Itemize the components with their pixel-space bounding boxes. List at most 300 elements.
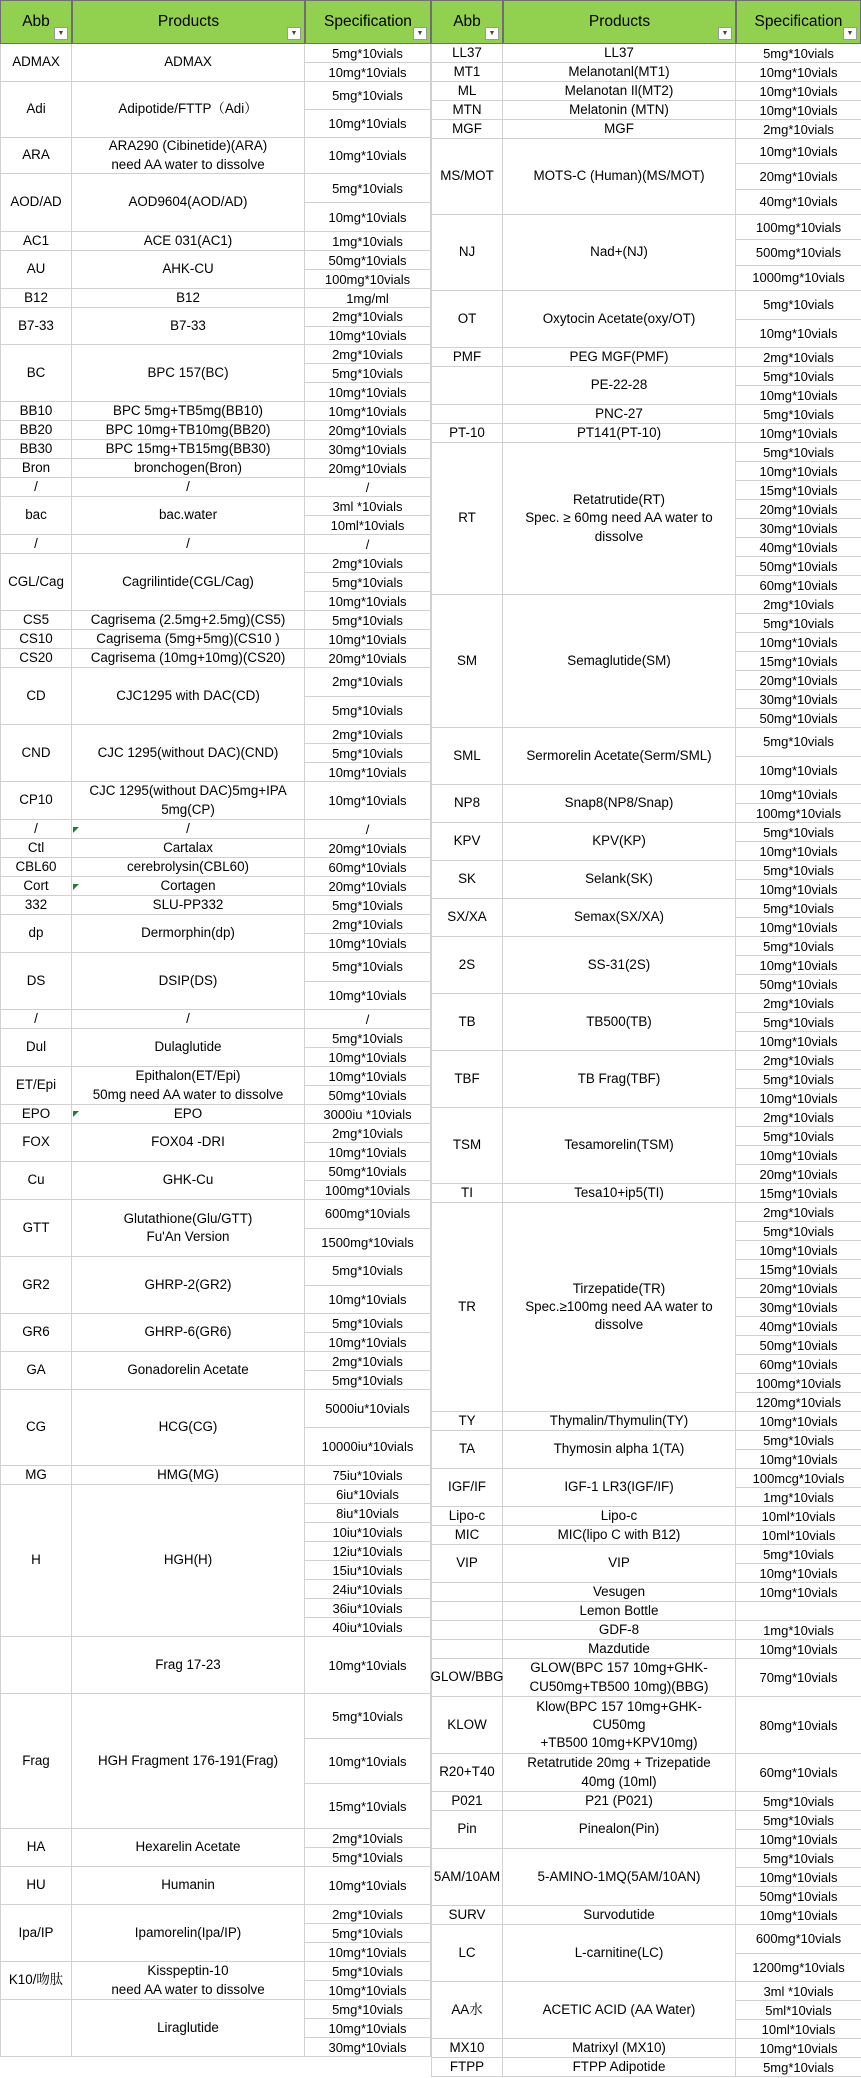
product-cell[interactable]: Oxytocin Acetate(oxy/OT) [503, 291, 736, 347]
abb-cell[interactable]: MIC [431, 1526, 503, 1544]
specification-value[interactable]: 2mg*10vials [305, 1352, 430, 1371]
abb-cell[interactable]: ADMAX [0, 44, 72, 81]
abb-cell[interactable]: MT1 [431, 63, 503, 81]
product-cell[interactable]: Liraglutide [72, 2000, 305, 2056]
product-cell[interactable]: VIP [503, 1545, 736, 1582]
specification-value[interactable]: 1mg*10vials [332, 233, 403, 249]
product-cell[interactable]: AOD9604(AOD/AD) [72, 174, 305, 231]
specification-value[interactable]: 10mg*10vials [759, 1033, 838, 1049]
abb-cell[interactable]: GR2 [0, 1257, 72, 1313]
specification-value[interactable]: 15iu*10vials [305, 1561, 430, 1580]
specification-value[interactable]: 10mg*10vials [736, 462, 861, 481]
specification-value[interactable]: 10mg*10vials [759, 102, 838, 118]
specification-value[interactable]: 5mg*10vials [736, 861, 861, 880]
specification-value[interactable]: 10mg*10vials [328, 1144, 407, 1160]
abb-cell[interactable]: AOD/AD [0, 174, 72, 231]
specification-value[interactable]: 10mg*10vials [328, 64, 407, 80]
specification-value[interactable]: 10mg*10vials [759, 387, 838, 403]
specification-value[interactable]: 3ml *10vials [736, 1982, 861, 2001]
abb-cell[interactable] [431, 1621, 503, 1639]
product-cell[interactable]: Matrixyl (MX10) [503, 2039, 736, 2057]
product-cell[interactable]: Epithalon(ET/Epi) 50mg need AA water to dissolve [72, 1067, 305, 1104]
specification-value[interactable]: 5mg*10vials [305, 2000, 430, 2019]
abb-cell[interactable]: TA [431, 1431, 503, 1468]
product-cell[interactable]: Adipotide/FTTP（Adi） [72, 82, 305, 137]
abb-cell[interactable]: Frag [0, 1694, 72, 1828]
specification-value[interactable]: 10mg*10vials [328, 1878, 407, 1893]
specification-value[interactable]: 20mg*10vials [736, 1279, 861, 1298]
specification-value[interactable]: 2mg*10vials [305, 554, 430, 573]
specification-value[interactable]: 20mg*10vials [736, 500, 861, 519]
specification-value[interactable]: 10mg*10vials [328, 1334, 407, 1350]
product-cell[interactable]: Kisspeptin-10 need AA water to dissolve [72, 1962, 305, 1999]
specification-value[interactable]: 5mg*10vials [305, 1924, 430, 1943]
specification-value[interactable]: 5mg*10vials [305, 1029, 430, 1048]
specification-value[interactable]: 10mg*10vials [736, 1146, 861, 1165]
product-cell[interactable]: / [72, 535, 305, 553]
specification-value[interactable]: 80mg*10vials [759, 1717, 838, 1733]
abb-cell[interactable]: PT-10 [431, 424, 503, 442]
specification-value[interactable]: 2mg*10vials [736, 1203, 861, 1222]
product-cell[interactable]: Selank(SK) [503, 861, 736, 898]
abb-cell[interactable]: MTN [431, 101, 503, 119]
specification-value[interactable]: 5mg*10vials [736, 1070, 861, 1089]
filter-dropdown-icon[interactable]: ▼ [843, 27, 857, 40]
product-cell[interactable]: PEG MGF(PMF) [503, 348, 736, 366]
specification-value[interactable]: 40mg*10vials [736, 538, 861, 557]
specification-value[interactable]: 5mg*10vials [736, 367, 861, 386]
specification-value[interactable]: 5mg*10vials [305, 44, 430, 63]
abb-cell[interactable]: BB10 [0, 402, 72, 420]
abb-cell[interactable]: / [0, 478, 72, 496]
product-cell[interactable]: Pinealon(Pin) [503, 1811, 736, 1848]
product-cell[interactable]: Snap8(NP8/Snap) [503, 785, 736, 822]
product-cell[interactable]: FOX04 -DRI [72, 1124, 305, 1161]
specification-value[interactable]: 50mg*10vials [736, 557, 861, 576]
specification-value[interactable]: 5mg*10vials [305, 364, 430, 383]
abb-cell[interactable]: bac [0, 497, 72, 534]
header-specification[interactable]: Specification ▼ [305, 0, 431, 44]
abb-cell[interactable]: VIP [431, 1545, 503, 1582]
specification-value[interactable]: 40mg*10vials [759, 194, 838, 210]
abb-cell[interactable]: Ctl [0, 839, 72, 857]
specification-value[interactable]: / [365, 536, 370, 552]
product-cell[interactable]: LL37 [503, 44, 736, 62]
specification-value[interactable]: 8iu*10vials [305, 1504, 430, 1523]
specification-value[interactable]: 15mg*10vials [736, 652, 861, 671]
product-cell[interactable]: BPC 15mg+TB15mg(BB30) [72, 440, 305, 458]
specification-value[interactable]: 20mg*10vials [736, 164, 861, 189]
abb-cell[interactable]: TBF [431, 1051, 503, 1107]
abb-cell[interactable]: SX/XA [431, 899, 503, 936]
product-cell[interactable]: B7-33 [72, 308, 305, 344]
product-cell[interactable]: HMG(MG) [72, 1466, 305, 1484]
abb-cell[interactable]: CS20 [0, 649, 72, 667]
specification-value[interactable]: 2mg*10vials [736, 994, 861, 1013]
specification-value[interactable]: 50mg*10vials [759, 1888, 838, 1904]
specification-value[interactable]: 50mg*10vials [736, 1336, 861, 1355]
specification-value[interactable]: 30mg*10vials [328, 2039, 407, 2055]
product-cell[interactable]: Cagrilintide(CGL/Cag) [72, 554, 305, 610]
abb-cell[interactable]: BC [0, 345, 72, 401]
specification-value[interactable]: 10mg*10vials [736, 139, 861, 164]
specification-value[interactable]: 10mg*10vials [328, 1944, 407, 1960]
abb-cell[interactable]: HA [0, 1829, 72, 1866]
specification-value[interactable]: 10mg*10vials [759, 1584, 838, 1600]
abb-cell[interactable]: H [0, 1485, 72, 1636]
abb-cell[interactable]: Cort [0, 877, 72, 895]
abb-cell[interactable]: LC [431, 1925, 503, 1981]
specification-value[interactable]: 20mg*10vials [736, 671, 861, 690]
specification-value[interactable]: 10mg*10vials [736, 633, 861, 652]
specification-value[interactable]: 10mg*10vials [759, 762, 838, 778]
product-cell[interactable]: Lemon Bottle [503, 1602, 736, 1620]
specification-value[interactable]: 2mg*10vials [305, 725, 430, 744]
specification-value[interactable]: 24iu*10vials [305, 1580, 430, 1599]
specification-value[interactable]: 10ml*10vials [330, 517, 405, 533]
product-cell[interactable]: Thymosin alpha 1(TA) [503, 1431, 736, 1468]
abb-cell[interactable]: 5AM/10AM [431, 1849, 503, 1905]
abb-cell[interactable]: FTPP [431, 2058, 503, 2076]
abb-cell[interactable]: CD [0, 668, 72, 724]
header-products[interactable]: Products ▼ [503, 0, 736, 44]
product-cell[interactable]: Melanotan Il(MT2) [503, 82, 736, 100]
product-cell[interactable]: PT141(PT-10) [503, 424, 736, 442]
specification-value[interactable]: 75iu*10vials [332, 1467, 403, 1483]
abb-cell[interactable]: MGF [431, 120, 503, 138]
product-cell[interactable]: GHRP-6(GR6) [72, 1314, 305, 1351]
abb-cell[interactable] [0, 1637, 72, 1693]
specification-value[interactable]: 15mg*10vials [736, 481, 861, 500]
specification-value[interactable]: / [365, 1011, 370, 1027]
specification-value[interactable]: 40iu*10vials [332, 1619, 403, 1635]
specification-value[interactable]: 50mg*10vials [305, 251, 430, 270]
product-cell[interactable]: CJC 1295(without DAC)5mg+IPA 5mg(CP) [72, 782, 305, 819]
product-cell[interactable]: Survodutide [503, 1906, 736, 1924]
filter-dropdown-icon[interactable]: ▼ [287, 27, 301, 40]
abb-cell[interactable]: KPV [431, 823, 503, 860]
filter-dropdown-icon[interactable]: ▼ [718, 27, 732, 40]
abb-cell[interactable]: P021 [431, 1792, 503, 1810]
specification-value[interactable]: 5mg*10vials [305, 744, 430, 763]
abb-cell[interactable]: Adi [0, 82, 72, 137]
product-cell[interactable]: Klow(BPC 157 10mg+GHK- CU50mg +TB500 10mg+KPV10mg) [503, 1697, 736, 1753]
specification-value[interactable]: 100mg*10vials [324, 271, 411, 287]
specification-value[interactable]: 10mg*10vials [759, 1090, 838, 1106]
abb-cell[interactable] [431, 405, 503, 423]
specification-value[interactable] [736, 1602, 861, 1620]
specification-value[interactable]: 12iu*10vials [305, 1542, 430, 1561]
abb-cell[interactable] [0, 2000, 72, 2056]
product-cell[interactable]: ARA290 (Cibinetide)(ARA) need AA water to dissolve [72, 138, 305, 173]
specification-value[interactable]: 120mg*10vials [755, 1394, 842, 1410]
abb-cell[interactable]: BB20 [0, 421, 72, 439]
filter-dropdown-icon[interactable]: ▼ [413, 27, 427, 40]
specification-value[interactable]: 15mg*10vials [736, 1260, 861, 1279]
specification-value[interactable]: 50mg*10vials [305, 1162, 430, 1181]
specification-value[interactable]: 10mg*10vials [759, 1831, 838, 1847]
specification-value[interactable]: 100mcg*10vials [736, 1469, 861, 1488]
abb-cell[interactable]: MX10 [431, 2039, 503, 2057]
header-abb[interactable]: Abb ▼ [0, 0, 72, 44]
abb-cell[interactable] [431, 367, 503, 404]
abb-cell[interactable]: Ipa/IP [0, 1905, 72, 1961]
product-cell[interactable]: Dermorphin(dp) [72, 915, 305, 952]
abb-cell[interactable]: SML [431, 728, 503, 784]
specification-value[interactable]: 10iu*10vials [305, 1523, 430, 1542]
abb-cell[interactable]: SK [431, 861, 503, 898]
specification-value[interactable]: 5000iu*10vials [305, 1390, 430, 1428]
abb-cell[interactable]: MG [0, 1466, 72, 1484]
abb-cell[interactable]: 332 [0, 896, 72, 914]
product-cell[interactable]: Retatrutide(RT) Spec. ≥ 60mg need AA water to dissolve [503, 443, 736, 594]
specification-value[interactable]: 10ml*10vials [761, 2021, 836, 2037]
abb-cell[interactable]: Cu [0, 1162, 72, 1199]
abb-cell[interactable]: ARA [0, 138, 72, 173]
abb-cell[interactable]: GLOW/BBG [431, 1659, 503, 1696]
header-abb[interactable]: Abb ▼ [431, 0, 503, 44]
specification-value[interactable]: 10mg*10vials [736, 1868, 861, 1887]
specification-value[interactable]: 5mg*10vials [736, 937, 861, 956]
specification-value[interactable]: 5mg*10vials [305, 1694, 430, 1739]
specification-value[interactable]: 5mg*10vials [736, 1431, 861, 1450]
specification-value[interactable]: 10mg*10vials [328, 1657, 407, 1673]
specification-value[interactable]: 50mg*10vials [759, 976, 838, 992]
specification-value[interactable]: 5mg*10vials [736, 614, 861, 633]
product-cell[interactable]: IGF-1 LR3(IGF/IF) [503, 1469, 736, 1506]
specification-value[interactable]: 5mg*10vials [763, 1793, 834, 1809]
specification-value[interactable]: 5mg*10vials [736, 728, 861, 757]
specification-value[interactable]: 2mg*10vials [736, 1051, 861, 1070]
specification-value[interactable]: 5mg*10vials [763, 2059, 834, 2075]
specification-value[interactable]: 5mg*10vials [736, 899, 861, 918]
product-cell[interactable]: GHK-Cu [72, 1162, 305, 1199]
specification-value[interactable]: 2mg*10vials [305, 1829, 430, 1848]
specification-value[interactable]: 5mg*10vials [332, 1372, 403, 1388]
specification-value[interactable]: 5mg*10vials [736, 1545, 861, 1564]
abb-cell[interactable]: SM [431, 595, 503, 727]
specification-value[interactable]: 2mg*10vials [763, 349, 834, 365]
specification-value[interactable]: 5mg*10vials [736, 443, 861, 462]
abb-cell[interactable]: NJ [431, 215, 503, 290]
abb-cell[interactable]: DS [0, 953, 72, 1009]
specification-value[interactable]: 5mg*10vials [305, 1962, 430, 1981]
abb-cell[interactable] [431, 1583, 503, 1601]
specification-value[interactable]: 5mg*10vials [736, 1013, 861, 1032]
specification-value[interactable]: 10mg*10vials [305, 1739, 430, 1784]
abb-cell[interactable]: GTT [0, 1200, 72, 1256]
specification-value[interactable]: 10mg*10vials [759, 2040, 838, 2056]
specification-value[interactable]: 10mg*10vials [759, 1413, 838, 1429]
abb-cell[interactable]: LL37 [431, 44, 503, 62]
abb-cell[interactable]: AU [0, 251, 72, 288]
abb-cell[interactable]: CBL60 [0, 858, 72, 876]
specification-value[interactable]: 5mg*10vials [305, 1314, 430, 1333]
abb-cell[interactable]: GA [0, 1352, 72, 1389]
product-cell[interactable]: Cagrisema (5mg+5mg)(CS10 ) [72, 630, 305, 648]
product-cell[interactable]: KPV(KP) [503, 823, 736, 860]
specification-value[interactable]: 10mg*10vials [759, 1641, 838, 1657]
filter-dropdown-icon[interactable]: ▼ [485, 27, 499, 40]
product-cell[interactable]: Tesamorelin(TSM) [503, 1108, 736, 1183]
product-cell[interactable]: B12 [72, 289, 305, 307]
specification-value[interactable]: 20mg*10vials [328, 422, 407, 438]
abb-cell[interactable]: K10/吻肽 [0, 1962, 72, 1999]
specification-value[interactable]: 30mg*10vials [736, 519, 861, 538]
specification-value[interactable]: 10mg*10vials [759, 1907, 838, 1923]
specification-value[interactable]: 5mg*10vials [305, 174, 430, 203]
product-cell[interactable]: BPC 5mg+TB5mg(BB10) [72, 402, 305, 420]
product-cell[interactable]: Retatrutide 20mg + Trizepatide 40mg (10ml) [503, 1754, 736, 1791]
product-cell[interactable]: Cartalax [72, 839, 305, 857]
specification-value[interactable]: 10mg*10vials [736, 956, 861, 975]
product-cell[interactable]: TB500(TB) [503, 994, 736, 1050]
product-cell[interactable]: MGF [503, 120, 736, 138]
product-cell[interactable]: cerebrolysin(CBL60) [72, 858, 305, 876]
specification-value[interactable]: 10mg*10vials [328, 593, 407, 609]
specification-value[interactable]: 10mg*10vials [759, 1451, 838, 1467]
abb-cell[interactable]: CGL/Cag [0, 554, 72, 610]
specification-value[interactable]: 60mg*10vials [328, 859, 407, 875]
specification-value[interactable]: 3ml *10vials [305, 497, 430, 516]
product-cell[interactable]: BPC 157(BC) [72, 345, 305, 401]
product-cell[interactable]: MIC(lipo C with B12) [503, 1526, 736, 1544]
specification-value[interactable]: 100mg*10vials [736, 1374, 861, 1393]
product-cell[interactable]: Cagrisema (2.5mg+2.5mg)(CS5) [72, 611, 305, 629]
specification-value[interactable]: 10mg*10vials [759, 919, 838, 935]
product-cell[interactable]: Frag 17-23 [72, 1637, 305, 1693]
header-products[interactable]: Products ▼ [72, 0, 305, 44]
product-cell[interactable]: SLU-PP332 [72, 896, 305, 914]
abb-cell[interactable]: Pin [431, 1811, 503, 1848]
specification-value[interactable]: 70mg*10vials [759, 1670, 838, 1685]
abb-cell[interactable]: / [0, 1010, 72, 1028]
abb-cell[interactable]: IGF/IF [431, 1469, 503, 1506]
abb-cell[interactable]: Lipo-c [431, 1507, 503, 1525]
abb-cell[interactable]: FOX [0, 1124, 72, 1161]
specification-value[interactable]: 2mg*10vials [305, 668, 430, 697]
product-cell[interactable]: L-carnitine(LC) [503, 1925, 736, 1981]
specification-value[interactable]: 1200mg*10vials [752, 1959, 845, 1975]
product-cell[interactable]: Melatonin (MTN) [503, 101, 736, 119]
abb-cell[interactable]: RT [431, 443, 503, 594]
product-cell[interactable]: Ipamorelin(Ipa/IP) [72, 1905, 305, 1961]
specification-value[interactable]: 40mg*10vials [736, 1317, 861, 1336]
product-cell[interactable]: AHK-CU [72, 251, 305, 288]
abb-cell[interactable]: AC1 [0, 232, 72, 250]
specification-value[interactable]: 10mg*10vials [328, 1049, 407, 1065]
specification-value[interactable]: 10mg*10vials [736, 785, 861, 804]
specification-value[interactable]: 10mg*10vials [759, 83, 838, 99]
specification-value[interactable]: 10mg*10vials [305, 1067, 430, 1086]
specification-value[interactable]: 1000mg*10vials [752, 270, 845, 286]
specification-value[interactable]: 20mg*10vials [328, 650, 407, 666]
product-cell[interactable]: / [72, 1010, 305, 1028]
product-cell[interactable]: CJC 1295(without DAC)(CND) [72, 725, 305, 781]
specification-value[interactable]: 50mg*10vials [759, 710, 838, 726]
specification-value[interactable]: 50mg*10vials [328, 1087, 407, 1103]
specification-value[interactable]: 10mg*10vials [328, 631, 407, 647]
product-cell[interactable]: FTPP Adipotide [503, 2058, 736, 2076]
abb-cell[interactable]: / [0, 535, 72, 553]
product-cell[interactable]: PE-22-28 [503, 367, 736, 404]
specification-value[interactable]: 10000iu*10vials [321, 1439, 414, 1454]
specification-value[interactable]: 10mg*10vials [328, 935, 407, 951]
product-cell[interactable]: Mazdutide [503, 1640, 736, 1658]
specification-value[interactable]: 600mg*10vials [736, 1925, 861, 1954]
specification-value[interactable]: 2mg*10vials [736, 595, 861, 614]
specification-value[interactable]: 5mg*10vials [736, 291, 861, 320]
specification-value[interactable]: 10ml*10vials [761, 1527, 836, 1543]
abb-cell[interactable] [431, 1602, 503, 1620]
product-cell[interactable]: MOTS-C (Human)(MS/MOT) [503, 139, 736, 214]
product-cell[interactable]: GDF-8 [503, 1621, 736, 1639]
specification-value[interactable]: 10mg*10vials [328, 209, 407, 225]
specification-value[interactable]: 1mg*10vials [763, 1489, 834, 1505]
product-cell[interactable]: Hexarelin Acetate [72, 1829, 305, 1866]
product-cell[interactable]: ACETIC ACID (AA Water) [503, 1982, 736, 2038]
abb-cell[interactable]: EPO [0, 1105, 72, 1123]
abb-cell[interactable]: TR [431, 1203, 503, 1411]
product-cell[interactable]: DSIP(DS) [72, 953, 305, 1009]
product-cell[interactable]: Semax(SX/XA) [503, 899, 736, 936]
specification-value[interactable]: 15mg*10vials [759, 1185, 838, 1201]
specification-value[interactable]: 5mg*10vials [332, 702, 403, 718]
specification-value[interactable]: 60mg*10vials [736, 1355, 861, 1374]
abb-cell[interactable]: Bron [0, 459, 72, 477]
product-cell[interactable]: / [72, 478, 305, 496]
product-cell[interactable]: TB Frag(TBF) [503, 1051, 736, 1107]
product-cell[interactable]: Melanotanl(MT1) [503, 63, 736, 81]
product-cell[interactable]: HCG(CG) [72, 1390, 305, 1465]
header-specification[interactable]: Specification ▼ [736, 0, 861, 44]
product-cell[interactable]: Tesa10+ip5(TI) [503, 1184, 736, 1202]
specification-value[interactable]: 2mg*10vials [305, 915, 430, 934]
specification-value[interactable]: 5mg*10vials [305, 573, 430, 592]
product-cell[interactable]: Sermorelin Acetate(Serm/SML) [503, 728, 736, 784]
specification-value[interactable]: 100mg*10vials [324, 1182, 411, 1198]
product-cell[interactable]: PNC-27 [503, 405, 736, 423]
specification-value[interactable]: 10mg*10vials [759, 64, 838, 80]
specification-value[interactable]: 1mg/ml [346, 290, 389, 306]
product-cell[interactable]: CJC1295 with DAC(CD) [72, 668, 305, 724]
abb-cell[interactable]: CND [0, 725, 72, 781]
specification-value[interactable]: 20mg*10vials [328, 840, 407, 856]
specification-value[interactable]: 2mg*10vials [305, 308, 430, 327]
abb-cell[interactable]: ET/Epi [0, 1067, 72, 1104]
product-cell[interactable]: ACE 031(AC1) [72, 232, 305, 250]
product-cell[interactable]: Cortagen [72, 877, 305, 895]
abb-cell[interactable]: dp [0, 915, 72, 952]
specification-value[interactable]: 3000iu *10vials [323, 1106, 412, 1122]
product-cell[interactable]: Lipo-c [503, 1507, 736, 1525]
specification-value[interactable]: 2mg*10vials [305, 1905, 430, 1924]
specification-value[interactable]: 5mg*10vials [763, 45, 834, 61]
specification-value[interactable]: 10mg*10vials [759, 843, 838, 859]
product-cell[interactable]: GHRP-2(GR2) [72, 1257, 305, 1313]
abb-cell[interactable]: CS10 [0, 630, 72, 648]
specification-value[interactable]: 5mg*10vials [332, 612, 403, 628]
abb-cell[interactable]: KLOW [431, 1697, 503, 1753]
specification-value[interactable]: 10ml*10vials [761, 1508, 836, 1524]
specification-value[interactable]: 5mg*10vials [305, 1257, 430, 1286]
abb-cell[interactable]: TY [431, 1412, 503, 1430]
abb-cell[interactable]: AA水 [431, 1982, 503, 2038]
product-cell[interactable]: Thymalin/Thymulin(TY) [503, 1412, 736, 1430]
product-cell[interactable]: Glutathione(Glu/GTT) Fu'An Version [72, 1200, 305, 1256]
specification-value[interactable]: 5mg*10vials [305, 82, 430, 110]
product-cell[interactable]: bronchogen(Bron) [72, 459, 305, 477]
